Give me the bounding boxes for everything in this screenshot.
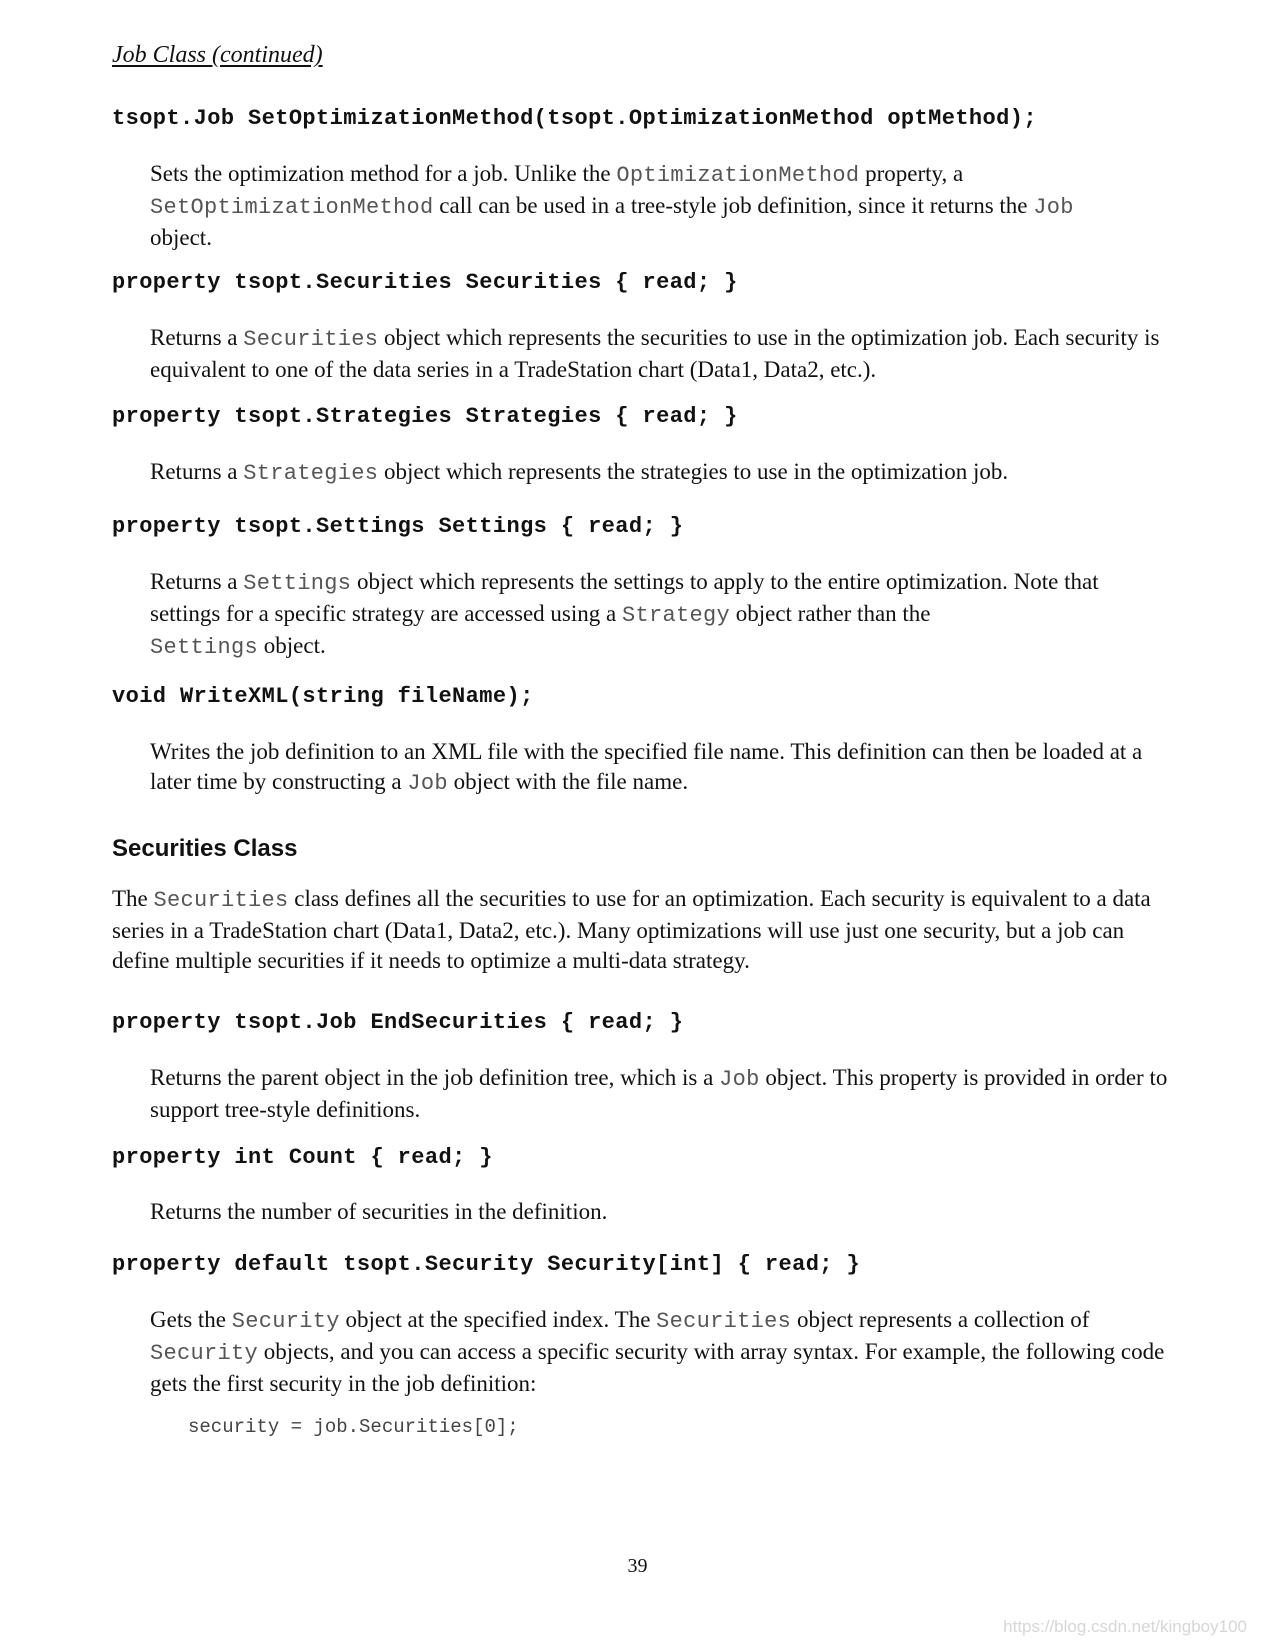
inline-code: Strategies [243, 461, 379, 486]
member-signature: property int Count { read; } [112, 1145, 493, 1170]
desc-text: Returns a [150, 325, 244, 350]
member-description [150, 737, 1170, 799]
member-signature: property tsopt.Job EndSecurities { read; } [112, 1010, 684, 1035]
member-description [150, 457, 1170, 489]
desc-text: Returns a [150, 569, 244, 594]
running-header: Job Class (continued) [112, 42, 323, 68]
desc-text: object which represents the securities to use in the optimization job. Each security is equivalent to one of the data series in a TradeStation chart (Data1, Data2, etc.). [150, 325, 1160, 382]
member-signature: void WriteXML(string fileName); [112, 684, 534, 709]
watermark-url: https://blog.csdn.net/kingboy100 [1003, 1617, 1247, 1636]
inline-code: OptimizationMethod [616, 163, 860, 188]
inline-code: Securities [656, 1309, 792, 1334]
desc-text: Returns the number of securities in the definition. [150, 1199, 608, 1224]
desc-text: object. This property is provided in order to support tree-style definitions. [150, 1065, 1168, 1122]
page-number: 39 [627, 1555, 648, 1577]
desc-text: Returns the parent object in the job definition tree, which is a [150, 1065, 720, 1090]
desc-text: property, a [859, 161, 964, 186]
section-heading: Securities Class [112, 835, 298, 862]
inline-code: Job [407, 771, 448, 796]
member-description [150, 1063, 1170, 1125]
desc-text: Gets the [150, 1307, 232, 1332]
desc-text: objects, and you can access a specific security with array syntax. For example, the following code gets the first security in the job definition: [150, 1339, 1165, 1396]
desc-text: object at the specified index. The [339, 1307, 657, 1332]
desc-text: object represents a collection of [791, 1307, 1090, 1332]
member-signature: tsopt.Job SetOptimizationMethod(tsopt.OptimizationMethod optMethod); [112, 106, 1037, 131]
member-description [150, 1305, 1170, 1399]
intro-text: The [112, 886, 154, 911]
member-description [150, 567, 1170, 663]
desc-text: object which represents the strategies to use in the optimization job. [378, 459, 1009, 484]
member-signature: property default tsopt.Security Security[int] { read; } [112, 1252, 861, 1277]
member-description [150, 1197, 1170, 1227]
desc-text: object which represents the settings to apply to the entire optimization. Note that settings for a specific strategy are accessed using a [150, 569, 1099, 626]
desc-text: object. [150, 225, 212, 250]
inline-code: Security [231, 1309, 340, 1334]
inline-code: Settings [243, 571, 352, 596]
inline-code: Strategy [621, 603, 730, 628]
member-signature: property tsopt.Settings Settings { read; } [112, 514, 684, 539]
member-signature: property tsopt.Securities Securities { read; } [112, 270, 738, 295]
desc-text: object. [258, 633, 326, 658]
desc-text: Returns a [150, 459, 244, 484]
desc-text: Sets the optimization method for a job. Unlike the [150, 161, 617, 186]
member-signature: property tsopt.Strategies Strategies { read; } [112, 404, 738, 429]
member-description [150, 159, 1170, 253]
desc-text: Writes the job definition to an XML file with the specified file name. This definition can then be loaded at a later time by constructing a [150, 739, 1143, 794]
desc-text: object with the file name. [447, 769, 689, 794]
inline-code: Job [1033, 195, 1074, 220]
desc-text: call can be used in a tree-style job definition, since it returns the [433, 193, 1034, 218]
inline-code: Securities [243, 327, 379, 352]
member-description [150, 323, 1170, 385]
inline-code: Job [719, 1067, 760, 1092]
code-example: security = job.Securities[0]; [188, 1416, 519, 1438]
inline-code: Securities [153, 888, 289, 913]
section-intro [112, 884, 1172, 976]
inline-code: Settings [150, 635, 259, 660]
inline-code: Security [150, 1341, 259, 1366]
inline-code: SetOptimizationMethod [150, 195, 434, 220]
desc-text: object rather than the [729, 601, 931, 626]
intro-text: class defines all the securities to use for an optimization. Each security is equivalent to a data series in a TradeStation chart (Data1, Data2, etc.). Many optimizations will use just one security, but a job can define multiple securities if it needs to optimize a multi-data strategy. [112, 886, 1151, 973]
